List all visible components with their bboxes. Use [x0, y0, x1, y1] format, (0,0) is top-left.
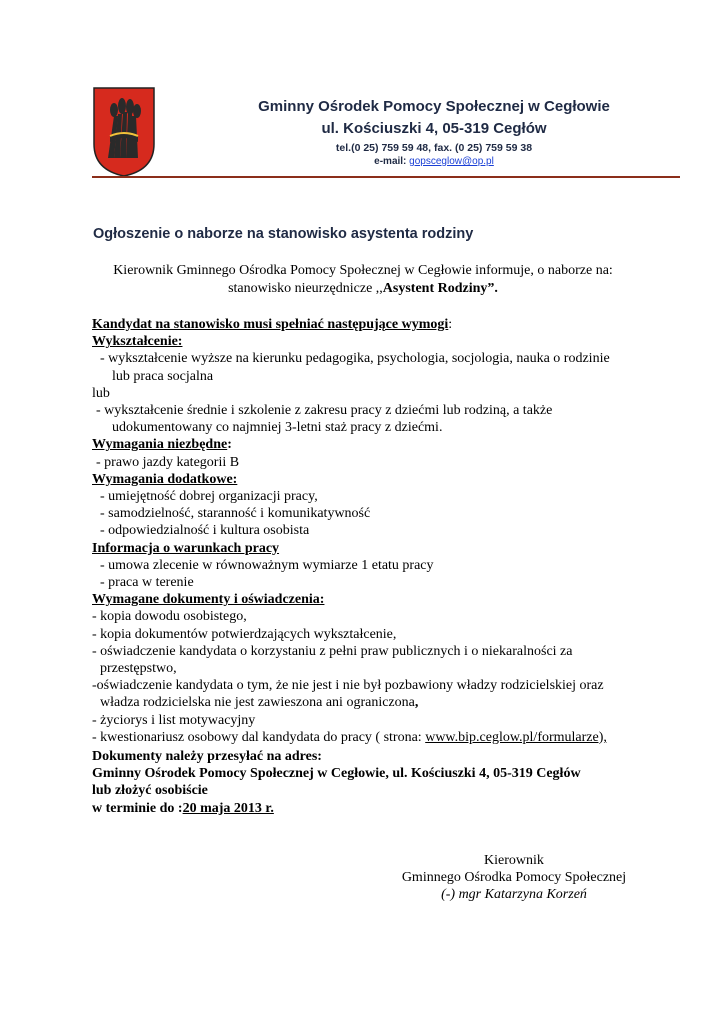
list-item: - kopia dokumentów potwierdzających wykształcenie,: [92, 626, 397, 642]
submission-address: Gminny Ośrodek Pomocy Społecznej w Cegłowie, ul. Kościuszki 4, 05-319 Cegłów: [92, 766, 581, 782]
or-separator: lub: [92, 385, 110, 401]
organization-phones: tel.(0 25) 759 59 48, fax. (0 25) 759 59 38: [335, 142, 533, 154]
email-label: e-mail:: [374, 156, 410, 167]
intro-prefix: stanowisko nieurzędnicze ,,: [228, 281, 383, 296]
deadline-date: 20 maja 2013 r.: [182, 800, 274, 816]
submission-line: Dokumenty należy przesyłać na adres:: [92, 749, 322, 764]
organization-email-line: [200, 156, 668, 167]
list-item: - umiejętność dobrej organizacji pracy,: [100, 489, 318, 505]
signature-institution: Gminnego Ośrodka Pomocy Społecznej: [401, 870, 627, 886]
list-item: - samodzielność, staranność i komunikatywność: [100, 506, 371, 522]
submission-section: [92, 748, 581, 817]
education-heading: Wykształcenie:: [92, 334, 183, 350]
list-item: -oświadczenie kandydata o tym, że nie jest i nie był pozbawiony władzy rodzicielskiej oraz: [92, 678, 604, 694]
list-item: - kwestionariusz osobowy dal kandydata do pracy ( strona: www.bip.ceglow.pl/formularze),: [92, 729, 607, 745]
list-item-continuation: władza rodzicielska nie jest zawieszona ani ograniczona,: [100, 695, 419, 711]
list-item: - prawo jazdy kategorii B: [96, 454, 240, 470]
signature-block: [394, 852, 634, 904]
signature-name: (-) mgr Katarzyna Korzeń: [441, 887, 587, 903]
announcement-title: Ogłoszenie o naborze na stanowisko asystenta rodziny: [93, 226, 474, 242]
form-link[interactable]: www.bip.ceglow.pl/formularze),: [425, 729, 607, 745]
organization-address: ul. Kościuszki 4, 05-319 Cegłów: [321, 120, 547, 137]
email-link[interactable]: gopsceglow@op.pl: [409, 156, 494, 167]
letterhead-divider: [92, 176, 680, 178]
requirements-heading: Kandydat na stanowisko musi spełniać następujące wymogi: [92, 317, 449, 332]
list-item-continuation: przestępstwo,: [100, 661, 177, 677]
list-item-continuation: lub praca socjalna: [112, 368, 214, 384]
coat-of-arms-logo: [92, 86, 156, 178]
list-item: - praca w terenie: [100, 575, 194, 591]
list-item: - wykształcenie średnie i szkolenie z zakresu pracy z dziećmi lub rodziną, a także: [96, 403, 553, 419]
list-item: - wykształcenie wyższe na kierunku pedagogika, psychologia, socjologia, nauka o rodzinie: [100, 351, 610, 367]
list-item: - odpowiedzialność i kultura osobista: [100, 523, 310, 539]
intro-line-2: [93, 281, 633, 297]
submission-line: lub złożyć osobiście: [92, 783, 208, 799]
list-item: - umowa zlecenie w równoważnym wymiarze 1 etatu pracy: [100, 557, 434, 573]
additional-heading: Wymagania dodatkowe:: [92, 471, 238, 487]
list-item-continuation: udokumentowany co najmniej 3-letni staż pracy z dziećmi.: [112, 420, 443, 436]
necessary-heading: Wymagania niezbędne: [92, 437, 228, 453]
position-name: Asystent Rodziny”.: [382, 281, 498, 296]
conditions-heading: Informacja o warunkach pracy: [92, 540, 280, 556]
list-item: - oświadczenie kandydata o korzystaniu z pełni praw publicznych i o niekaralności za: [92, 643, 573, 659]
submission-deadline: w terminie do :20 maja 2013 r.: [92, 800, 274, 816]
intro-line-1: Kierownik Gminnego Ośrodka Pomocy Społecznej w Cegłowie informuje, o naborze na:: [113, 263, 613, 278]
list-item: - życiorys i list motywacyjny: [92, 712, 256, 728]
list-item: - kopia dowodu osobistego,: [92, 609, 247, 625]
requirements-section: Kandydat na stanowisko musi spełniać następujące wymogi: Wykształcenie: - wykształcenie wyższe na kierunku pedagogika, psychologia, socjologia, nauka o rodzinie lub praca socjalna lub - wykształcenie średnie i szkolenie z zakresu pracy z dziećmi lub rodziną, a także udokumentowany co najmniej 3-letni staż pracy z dziećmi. Wymagania niezbędne: - prawo jazdy kategorii B Wymagania dodatkowe: - umiejętność dobrej organizacji pracy, - samodzielność, staranność i komunikatywność - odpowiedzialność i kultura osobista Informacja o warunkach pracy - umowa zlecenie w równoważnym wymiarze 1 etatu pracy - praca w terenie Wymagane dokumenty i oświadczenia: - kopia dowodu osobistego, - kopia dokumentów potwierdzających wykształcenie, - oświadczenie kandydata o korzystaniu z pełni praw publicznych i o niekaralności za przestępstwo, -oświadczenie kandydata o tym, że nie jest i nie był pozbawiony władzy rodzicielskiej oraz władza rodzicielska nie jest zawieszona ani ograniczona, - życiorys i list motywacyjny - kwestionariusz osobowy dal kandydata do pracy ( strona: www.bip.ceglow.pl/formularze),: [92, 316, 652, 746]
signature-role: Kierownik: [484, 853, 544, 868]
documents-heading: Wymagane dokumenty i oświadczenia:: [92, 592, 325, 608]
organization-name: Gminny Ośrodek Pomocy Społecznej w Cegłowie: [258, 98, 610, 115]
